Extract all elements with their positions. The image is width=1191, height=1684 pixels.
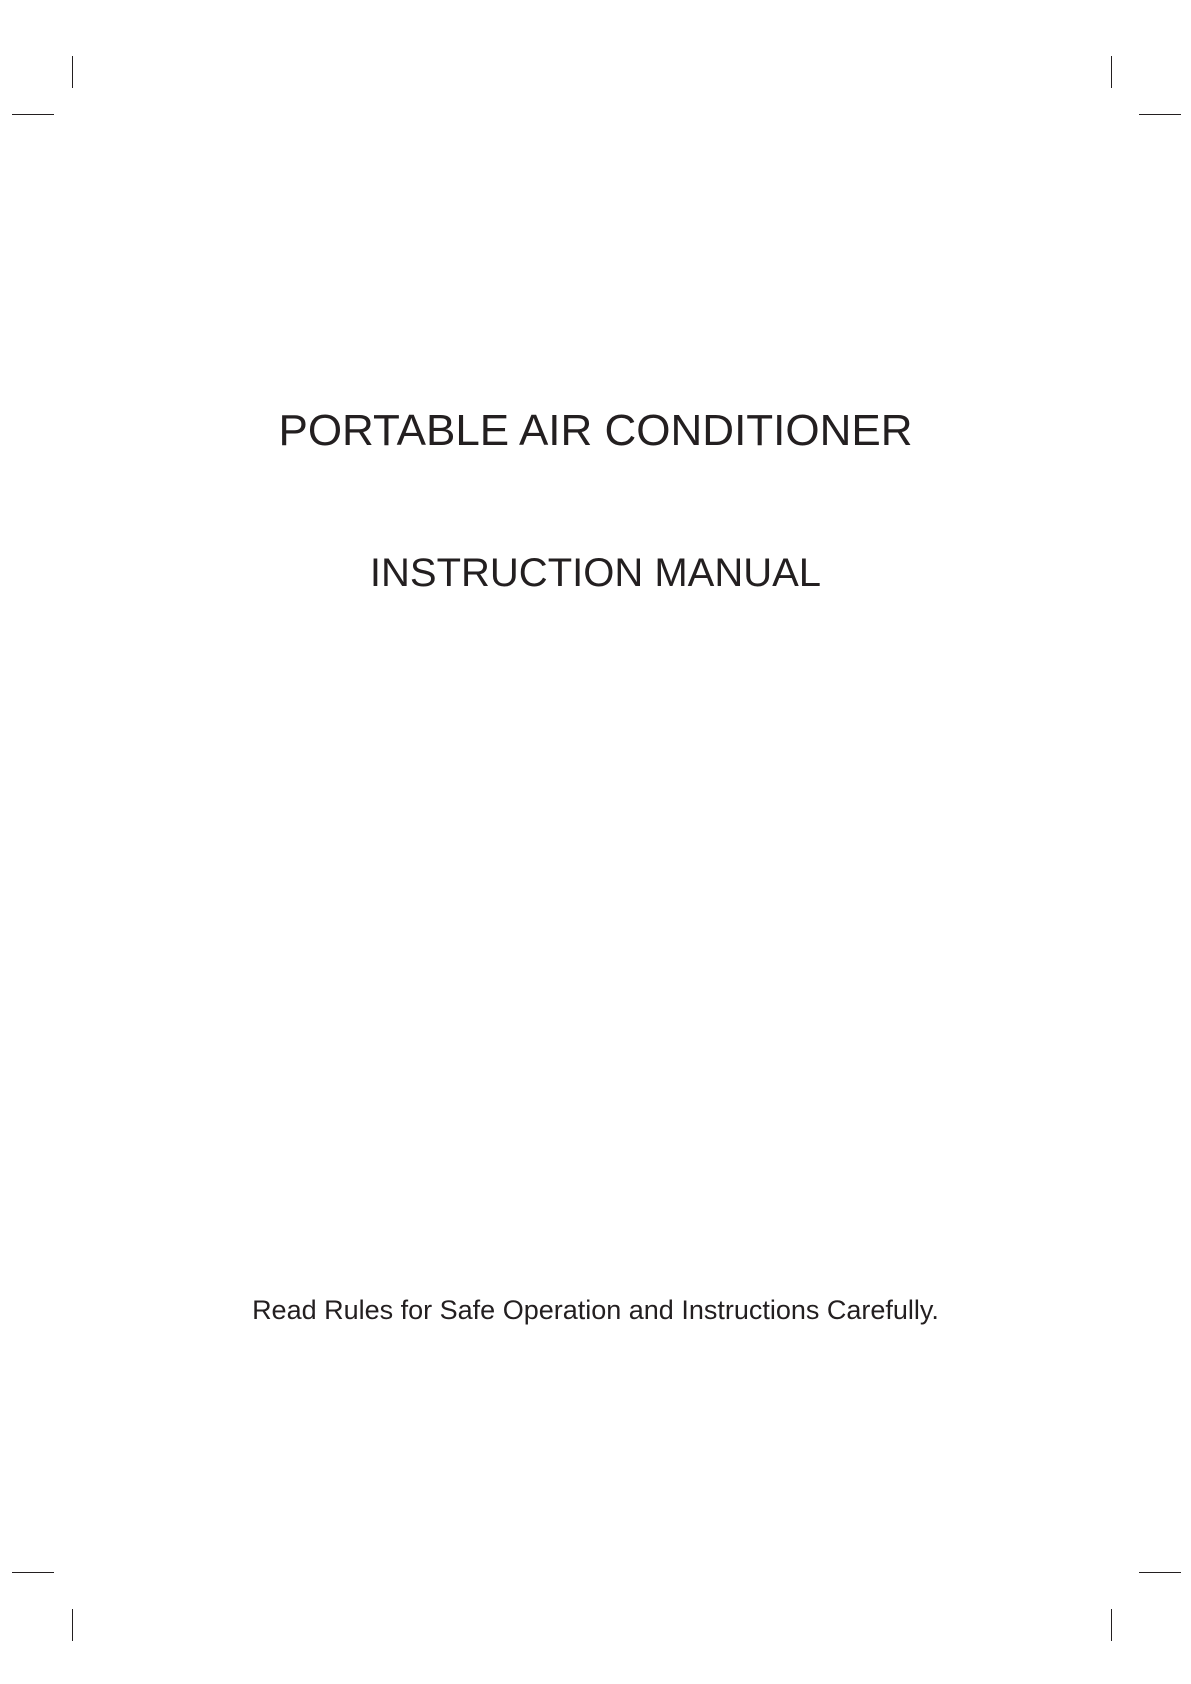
- crop-mark-bottom-right-vertical: [1111, 1609, 1112, 1641]
- crop-mark-bottom-left-horizontal: [12, 1572, 54, 1573]
- crop-mark-top-right-horizontal: [1139, 114, 1181, 115]
- document-subtitle: INSTRUCTION MANUAL: [369, 551, 822, 595]
- crop-mark-bottom-right-horizontal: [1139, 1572, 1181, 1573]
- crop-mark-top-left-vertical: [72, 56, 73, 88]
- safety-note: Read Rules for Safe Operation and Instructions Carefully.: [252, 1295, 939, 1325]
- crop-mark-top-left-horizontal: [12, 114, 54, 115]
- crop-mark-bottom-left-vertical: [72, 1609, 73, 1641]
- document-title: PORTABLE AIR CONDITIONER: [278, 406, 913, 455]
- crop-mark-top-right-vertical: [1111, 56, 1112, 88]
